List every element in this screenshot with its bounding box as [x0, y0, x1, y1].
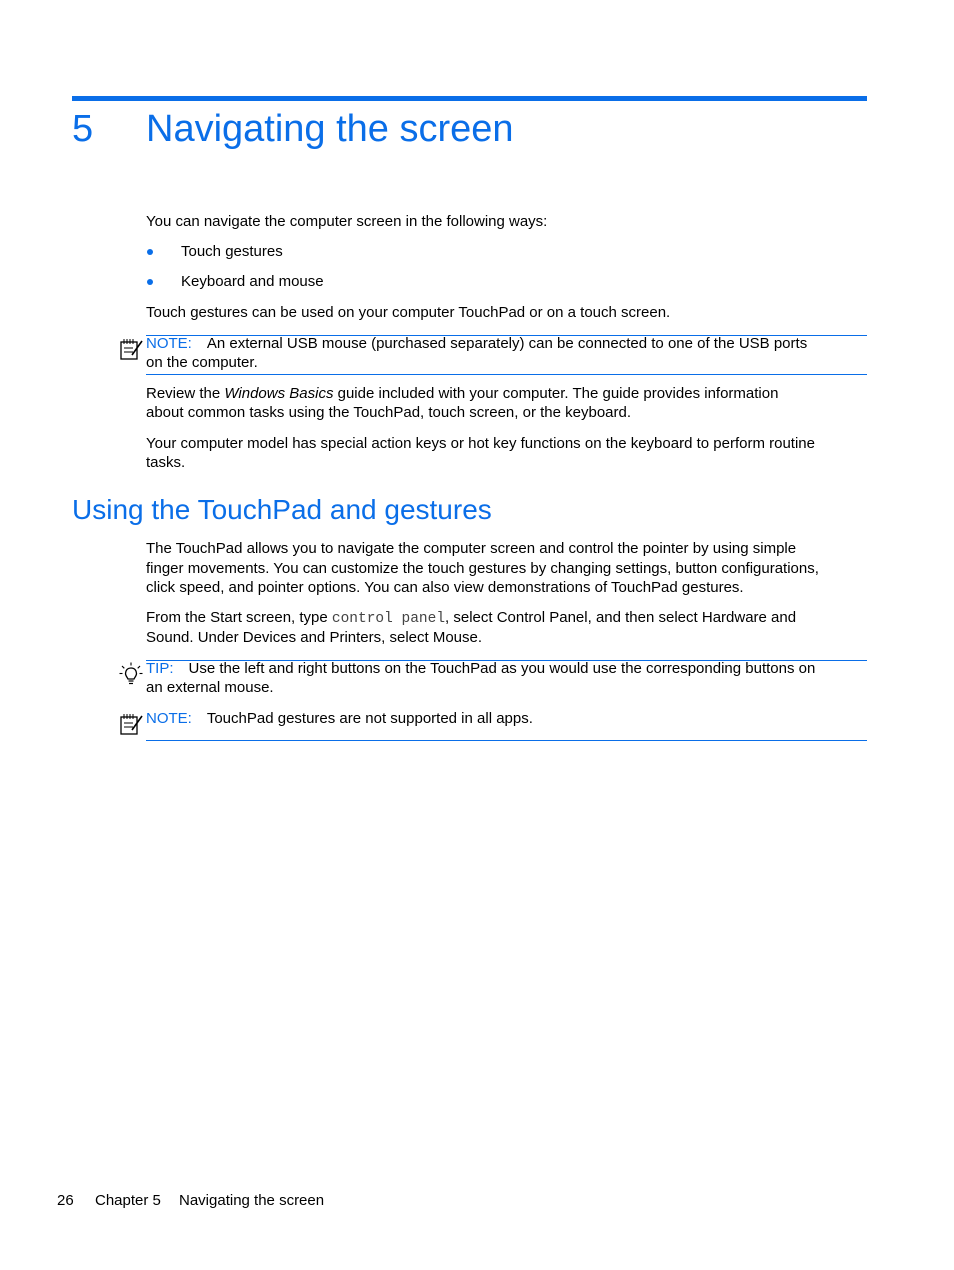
start-text: . [477, 629, 483, 646]
note-icon [118, 711, 144, 737]
note1-label: NOTE: [146, 335, 192, 352]
start-ui-control-panel: Control Panel [496, 609, 588, 626]
section-title: Using the TouchPad and gestures [72, 494, 492, 525]
note1-text: An external USB mouse (purchased separately) can be connected to one of the USB ports [206, 335, 808, 352]
start-text: , select [381, 629, 433, 646]
review-line1 [146, 384, 778, 404]
review-line2: about common tasks using the TouchPad, touch screen, or the keyboard. [146, 404, 632, 421]
bullet-dot [147, 249, 153, 255]
bullet-touch-gestures: Touch gestures [181, 243, 283, 260]
section-para-line1: The TouchPad allows you to navigate the computer screen and control the pointer by using simple [146, 540, 797, 557]
note-icon [118, 336, 144, 362]
section-para-line3: click speed, and pointer options. You can also view demonstrations of TouchPad gestures. [146, 579, 744, 596]
start-line2 [146, 628, 482, 648]
note1-line1 [146, 334, 807, 354]
footer-title: Navigating the screen [179, 1192, 325, 1209]
chapter-number: 5 [72, 108, 94, 150]
chapter-rule [72, 96, 867, 101]
start-ui-devices: Devices and Printers [242, 629, 382, 646]
touch-text: Touch gestures can be used on your computer TouchPad or on a touch screen. [146, 304, 671, 321]
start-line1 [146, 608, 796, 630]
note2-line [146, 709, 533, 729]
bullet-dot [147, 279, 153, 285]
start-ui-mouse: Mouse [432, 629, 478, 646]
start-text: , and then select [587, 609, 702, 626]
note2-bottom-rule [146, 740, 867, 741]
start-code: control panel [331, 611, 446, 627]
model-line1: Your computer model has special action keys or hot key functions on the keyboard to perform routine [146, 435, 815, 452]
tip-line2: an external mouse. [146, 679, 274, 696]
review-post: guide included with your computer. The guide provides information [333, 385, 779, 402]
note1-line2: on the computer. [146, 354, 258, 371]
tip-label: TIP: [146, 660, 174, 677]
model-line2: tasks. [146, 454, 186, 471]
bullet-keyboard-mouse: Keyboard and mouse [181, 273, 324, 290]
note2-text: TouchPad gestures are not supported in all apps. [206, 710, 533, 727]
review-pre: Review the [146, 385, 225, 402]
footer-page-number: 26 [57, 1192, 74, 1209]
start-ui-sound: Sound [146, 629, 190, 646]
footer-chapter: Chapter 5 [95, 1192, 161, 1209]
section-para-line2: finger movements. You can customize the touch gestures by changing settings, button configurations, [146, 560, 819, 577]
start-text: . Under [189, 629, 243, 646]
tip-lightbulb-icon [118, 661, 144, 687]
tip-text: Use the left and right buttons on the TouchPad as you would use the corresponding buttons on [188, 660, 816, 677]
note2-label: NOTE: [146, 710, 192, 727]
note1-bottom-rule [146, 374, 867, 375]
start-text: From the Start screen, type [146, 609, 332, 626]
start-ui-hardware: Hardware and [701, 609, 797, 626]
intro-text: You can navigate the computer screen in the following ways: [146, 213, 548, 230]
chapter-title: Navigating the screen [146, 108, 514, 150]
start-text: , select [445, 609, 497, 626]
review-italic-title: Windows Basics [224, 385, 334, 402]
tip-line1 [146, 659, 815, 679]
